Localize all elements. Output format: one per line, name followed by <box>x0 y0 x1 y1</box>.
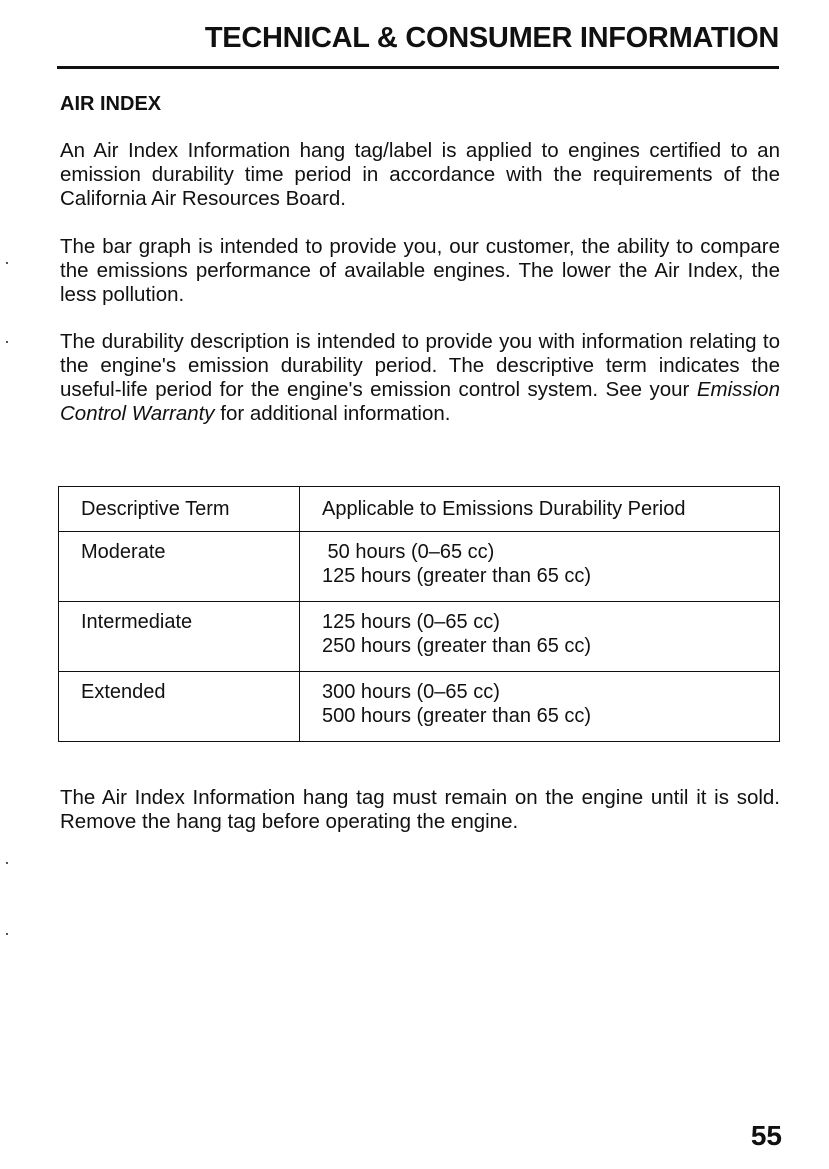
period-line: 500 hours (greater than 65 cc) <box>322 705 592 727</box>
period-line: 125 hours (greater than 65 cc) <box>322 565 592 587</box>
header-title: TECHNICAL & CONSUMER INFORMATION <box>204 22 779 54</box>
paragraph-text: The durability description is intended to provide you with information relating to the engine's emission durability period. The descriptive term indicates the useful-life period for the engine's emission control system. See your <box>60 330 780 401</box>
paragraph-remove-tag <box>60 786 780 834</box>
table-row <box>59 532 780 602</box>
table-header-row <box>59 487 780 532</box>
term-cell: Extended <box>59 672 300 742</box>
period-cell <box>300 532 780 602</box>
table-row <box>59 672 780 742</box>
table-row <box>59 602 780 672</box>
paragraph-text: The Air Index Information hang tag must remain on the engine until it is sold. Remove the hang tag before operating the engine. <box>60 786 780 833</box>
period-cell <box>300 602 780 672</box>
scan-dot <box>6 862 8 864</box>
durability-table <box>58 486 780 742</box>
paragraph-text: An Air Index Information hang tag/label is applied to engines certified to an emission durability time period in accordance with the requirements of the California Air Resources Board. <box>60 139 780 210</box>
term-cell: Intermediate <box>59 602 300 672</box>
paragraph-text: for additional information. <box>214 402 451 425</box>
term-cell: Moderate <box>59 532 300 602</box>
page-header <box>57 22 779 69</box>
scan-dot <box>6 341 8 343</box>
scan-dot <box>6 933 8 935</box>
paragraph-hang-tag <box>60 139 780 211</box>
paragraph-durability <box>60 330 780 426</box>
column-header-period: Applicable to Emissions Durability Period <box>300 487 780 532</box>
scan-dot <box>6 262 8 264</box>
warranty-reference: Emission Control Warranty <box>60 378 780 425</box>
period-line: 125 hours (0–65 cc) <box>322 611 500 633</box>
paragraph-text: The bar graph is intended to provide you, our customer, the ability to compare the emissions performance of available engines. The lower the Air Index, the less pollution. <box>60 235 780 306</box>
period-line: 50 hours (0–65 cc) <box>322 541 495 563</box>
paragraph-bar-graph <box>60 235 780 307</box>
period-cell <box>300 672 780 742</box>
period-line: 250 hours (greater than 65 cc) <box>322 635 592 657</box>
column-header-term: Descriptive Term <box>59 487 300 532</box>
section-title: AIR INDEX <box>60 93 162 115</box>
page-number: 55 <box>750 1120 782 1151</box>
period-line: 300 hours (0–65 cc) <box>322 681 500 703</box>
